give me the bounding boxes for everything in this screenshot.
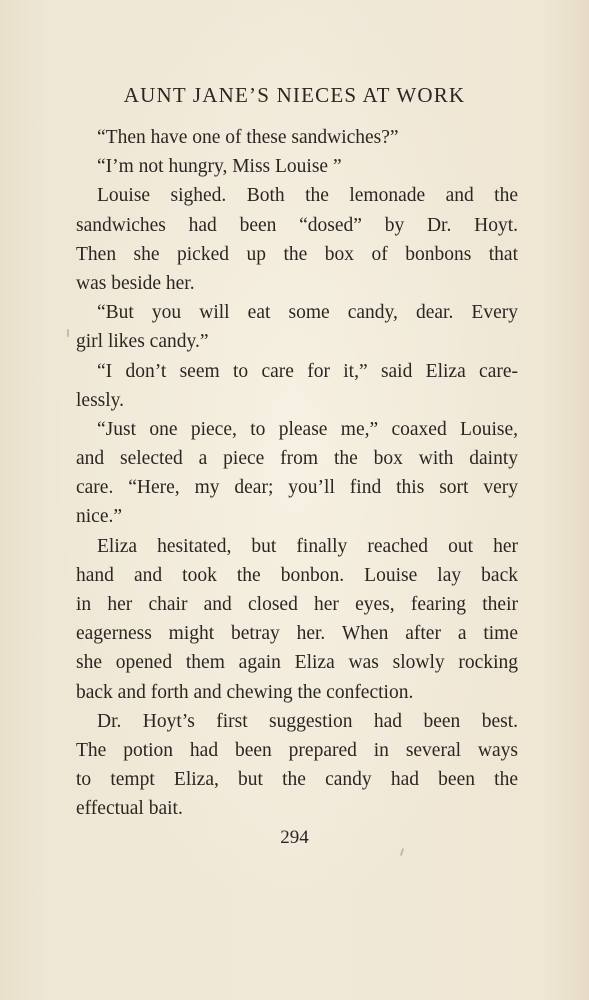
paragraph bbox=[76, 298, 518, 356]
text-line: The potion had been prepared in several ways bbox=[76, 739, 518, 761]
paragraph bbox=[76, 532, 518, 707]
text-line: eagerness might betray her. When after a time bbox=[76, 623, 518, 645]
text-line: to tempt Eliza, but the candy had been the bbox=[76, 769, 518, 791]
paragraph bbox=[76, 123, 518, 152]
text-line: hand and took the bonbon. Louise lay back bbox=[76, 564, 518, 586]
text-line: nice.” bbox=[76, 506, 123, 528]
text-line: “I’m not hungry, Miss Louise ” bbox=[97, 156, 342, 178]
text-line: Louise sighed. Both the lemonade and the bbox=[97, 185, 518, 207]
paper-speck bbox=[67, 329, 69, 337]
text-line: she opened them again Eliza was slowly rocking bbox=[76, 652, 518, 674]
text-line: girl likes candy.” bbox=[76, 331, 209, 353]
text-line: “Just one piece, to please me,” coaxed Louise, bbox=[97, 418, 518, 440]
text-line: lessly. bbox=[76, 389, 125, 411]
paragraph bbox=[76, 357, 518, 415]
paragraph bbox=[76, 415, 518, 532]
text-line: Eliza hesitated, but finally reached out her bbox=[97, 535, 518, 557]
text-line: and selected a piece from the box with dainty bbox=[76, 448, 518, 470]
page-number: 294 bbox=[280, 827, 309, 848]
text-line: care. “Here, my dear; you’ll find this sort very bbox=[76, 477, 518, 499]
text-line: in her chair and closed her eyes, fearing their bbox=[76, 594, 518, 615]
running-head: AUNT JANE’S NIECES AT WORK bbox=[123, 83, 466, 107]
text-line: back and forth and chewing the confection. bbox=[76, 681, 414, 703]
text-line: “But you will eat some candy, dear. Every bbox=[97, 302, 518, 324]
text-line: “Then have one of these sandwiches?” bbox=[97, 127, 399, 148]
paragraph bbox=[76, 707, 518, 824]
paragraph bbox=[76, 181, 518, 298]
text-line: Dr. Hoyt’s first suggestion had been best. bbox=[97, 710, 518, 732]
text-line: Then she picked up the box of bonbons that bbox=[76, 243, 518, 265]
text-line: was beside her. bbox=[76, 272, 195, 294]
body-text bbox=[76, 123, 518, 824]
text-line: effectual bait. bbox=[76, 798, 183, 820]
text-line: sandwiches had been “dosed” by Dr. Hoyt. bbox=[76, 214, 518, 236]
paragraph bbox=[76, 152, 518, 181]
text-line: “I don’t seem to care for it,” said Eliza care- bbox=[97, 360, 518, 382]
